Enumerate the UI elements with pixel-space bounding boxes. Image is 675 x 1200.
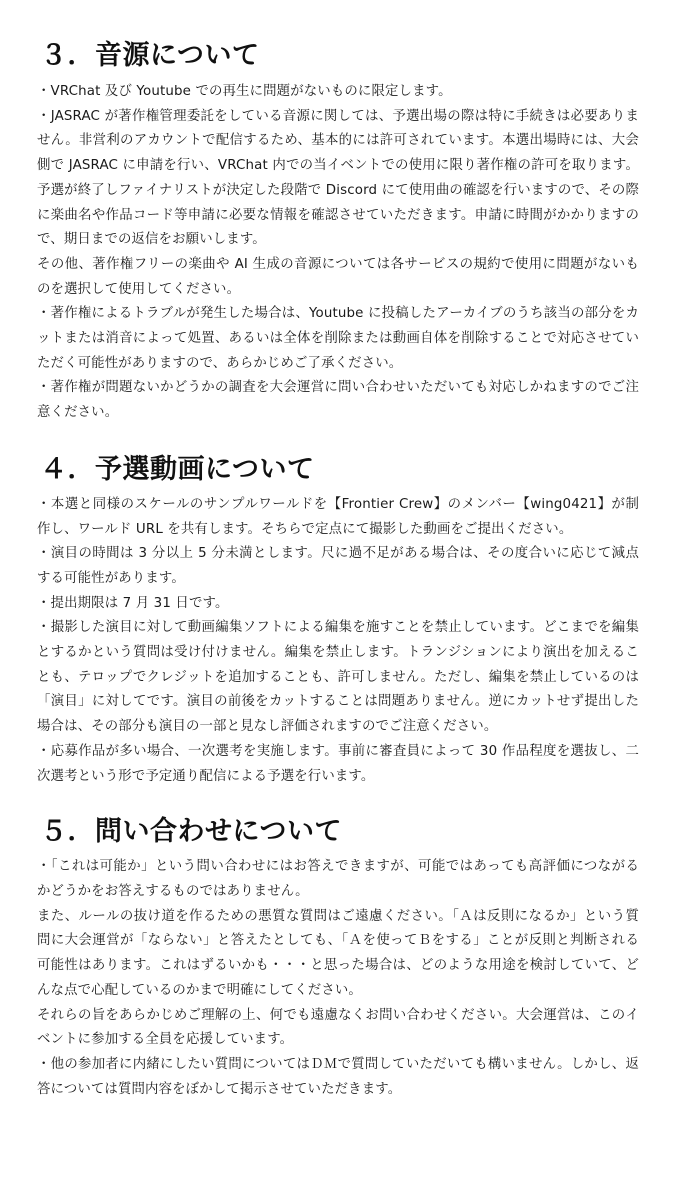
paragraph: ・応募作品が多い場合、一次選考を実施します。事前に審査員によって 30 作品程度を選抜し、二次選考という形で予定通り配信による予選を行います。 xyxy=(37,743,639,784)
paragraph: ・撮影した演目に対して動画編集ソフトによる編集を施すことを禁止しています。どこまでを編集とするかという質問は受け付けません。編集を禁止します。トランジションにより演出を加えることも、テロップでクレジットを追加することも、許可しません。ただし、編集を禁止しているのは「演目」に対してです。演目の前後をカットすることは問題ありません。逆にカットせず提出した場合は、その部分も演目の一部と見なし評価されますのでご注意ください。 xyxy=(37,620,639,735)
section-heading: ４．予選動画について xyxy=(40,453,315,485)
section-heading: ５．問い合わせについて xyxy=(40,816,342,848)
paragraph: ・JASRAC が著作権管理委託をしている音源に関しては、予選出場の際は特に手続きは必要ありません。非営利のアカウントで配信するため、基本的には許可されています。本選出場時には、大会側で JASRAC に申請を行い、VRChat 内での当イベントでの使用に限り著作権の許可を取ります。予選が終了しファイナリストが決定した段階で Discord にて使用曲の確認を行いますので、その際に楽曲名や作品コード等申請に必要な情報を確認させていただきます。申請に時間がかかりますので、期日までの返信をお願いします。 xyxy=(37,108,640,248)
paragraph: ・著作権によるトラブルが発生した場合は、Youtube に投稿したアーカイブのうち該当の部分をカットまたは消音によって処置、あるいは全体を削除または動画自体を削除することで対応させていただく可能性がありますので、あらかじめご了承ください。 xyxy=(37,306,639,371)
paragraph: ・演目の時間は 3 分以上 5 分未満とします。尺に過不足がある場合は、その度合いに応じて減点する可能性があります。 xyxy=(37,546,639,586)
paragraph: ・提出期限は 7 月 31 日です。 xyxy=(37,595,229,611)
paragraph: それらの旨をあらかじめご理解の上、何でも遠慮なくお問い合わせください。大会運営は、このイベントに参加する全員を応援しています。 xyxy=(37,1007,639,1048)
section-heading: ３．音源について xyxy=(40,40,260,71)
paragraph: ・他の参加者に内緒にしたい質問についてはＤＭで質問していただいても構いません。しかし、返答については質問内容をぼかして掲示させていただきます。 xyxy=(37,1056,639,1097)
paragraph: ・「これは可能か」という問い合わせにはお答えできますが、可能ではあっても高評価につながるかどうかをお答えするものではありません。 xyxy=(37,859,639,899)
section-preliminary-video xyxy=(37,426,639,789)
paragraph: また、ルールの抜け道を作るための悪質な質問はご遠慮ください。「Ａは反則になるか」という質問に大会運営が「ならない」と答えたとしても、「Ａを使ってＢをする」ことが反則と判断される可能性はあります。これはずるいかも・・・と思った場合は、どのような用途を検討していて、どんな点で心配しているのかまで明確にしてください。 xyxy=(37,908,639,998)
paragraph: ・VRChat 及び Youtube での再生に問題がないものに限定します。 xyxy=(37,84,452,99)
paragraph: ・著作権が問題ないかどうかの調査を大会運営に問い合わせいただいても対応しかねますのでご注意ください。 xyxy=(37,380,639,421)
section-audio-sources xyxy=(37,0,639,426)
section-inquiries xyxy=(37,789,639,1102)
paragraph: その他、著作権フリーの楽曲や AI 生成の音源については各サービスの規約で使用に問題がないものを選択して使用してください。 xyxy=(37,256,639,297)
paragraph: ・本選と同様のスケールのサンプルワールドを【Frontier Crew】のメンバー【wing0421】が制作し、ワールド URL を共有します。そちらで定点にて撮影した動画をご提出ください。 xyxy=(37,496,639,537)
